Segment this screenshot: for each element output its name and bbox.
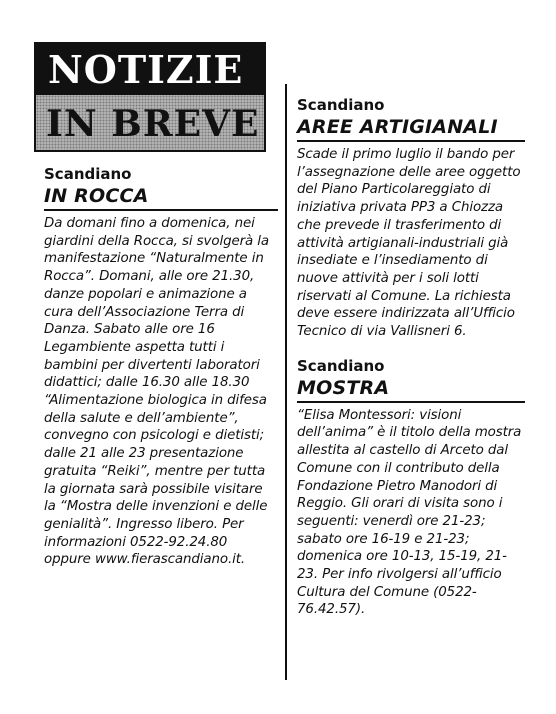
article-headline: AREE ARTIGIANALI [297, 116, 525, 142]
article-mostra [297, 357, 525, 619]
article-place: Scandiano [297, 356, 385, 375]
article-place: Scandiano [44, 165, 132, 183]
article-aree-artigianali [297, 96, 525, 341]
column-divider [285, 84, 287, 680]
article-place: Scandiano [297, 96, 385, 114]
article-body: Scade il primo luglio il bando per l’assegnazione delle aree oggetto del Piano Particolareggiato di iniziativa privata PP3 a Chiozza che prevede il trasferimento di attività artigianali-industriali già insediate e l’insediamento di nuove attività per i soli lotti riservati al Comune. La richiesta deve essere indirizzata all’Ufficio Tecnico di via Vallisneri 6. [297, 147, 521, 340]
masthead-title-line2: IN BREVE [36, 93, 264, 152]
article-body: “Elisa Montessori: visioni dell’anima” è il titolo della mostra allestita al castello di Arceto dal Comune con il contributo della Fondazione Pietro Manodori di Reggio. Gli orari di visita sono i seguenti: venerdì ore 21-23; sabato ore 16-19 e 21-23; domenica ore 10-13, 15-19, 21-23. Per info rivolgersi all’ufficio Cultura del Comune (0522-76.42.57). [297, 407, 522, 618]
article-headline: IN ROCCA [44, 185, 278, 211]
article-body: Da domani fino a domenica, nei giardini della Rocca, si svolgerà la manifestazione “Naturalmente in Rocca”. Domani, alle ore 21.30, danze popolari e animazione a cura dell’Associazione Terra di Danza. Sabato alle ore 16 Legambiente aspetta tutti i bambini per divertenti laboratori didattici; dalle 16.30 alle 18.30 “Alimentazione biologica in difesa della salute e dell’ambiente”, convegno con psicologi e dietisti; dalle 21 alle 23 presentazione gratuita “Reiki”, mentre per tutta la giornata sarà possibile visitare la “Mostra delle invenzioni e delle genialità”. Ingresso libero. Per informazioni 0522-92.24.80 oppure www.fierascandiano.it. [44, 216, 269, 568]
article-in-rocca [44, 165, 278, 569]
masthead-title-line1: NOTIZIE [36, 44, 264, 93]
right-column [297, 96, 525, 619]
article-headline: MOSTRA [297, 377, 525, 403]
masthead [34, 42, 266, 152]
